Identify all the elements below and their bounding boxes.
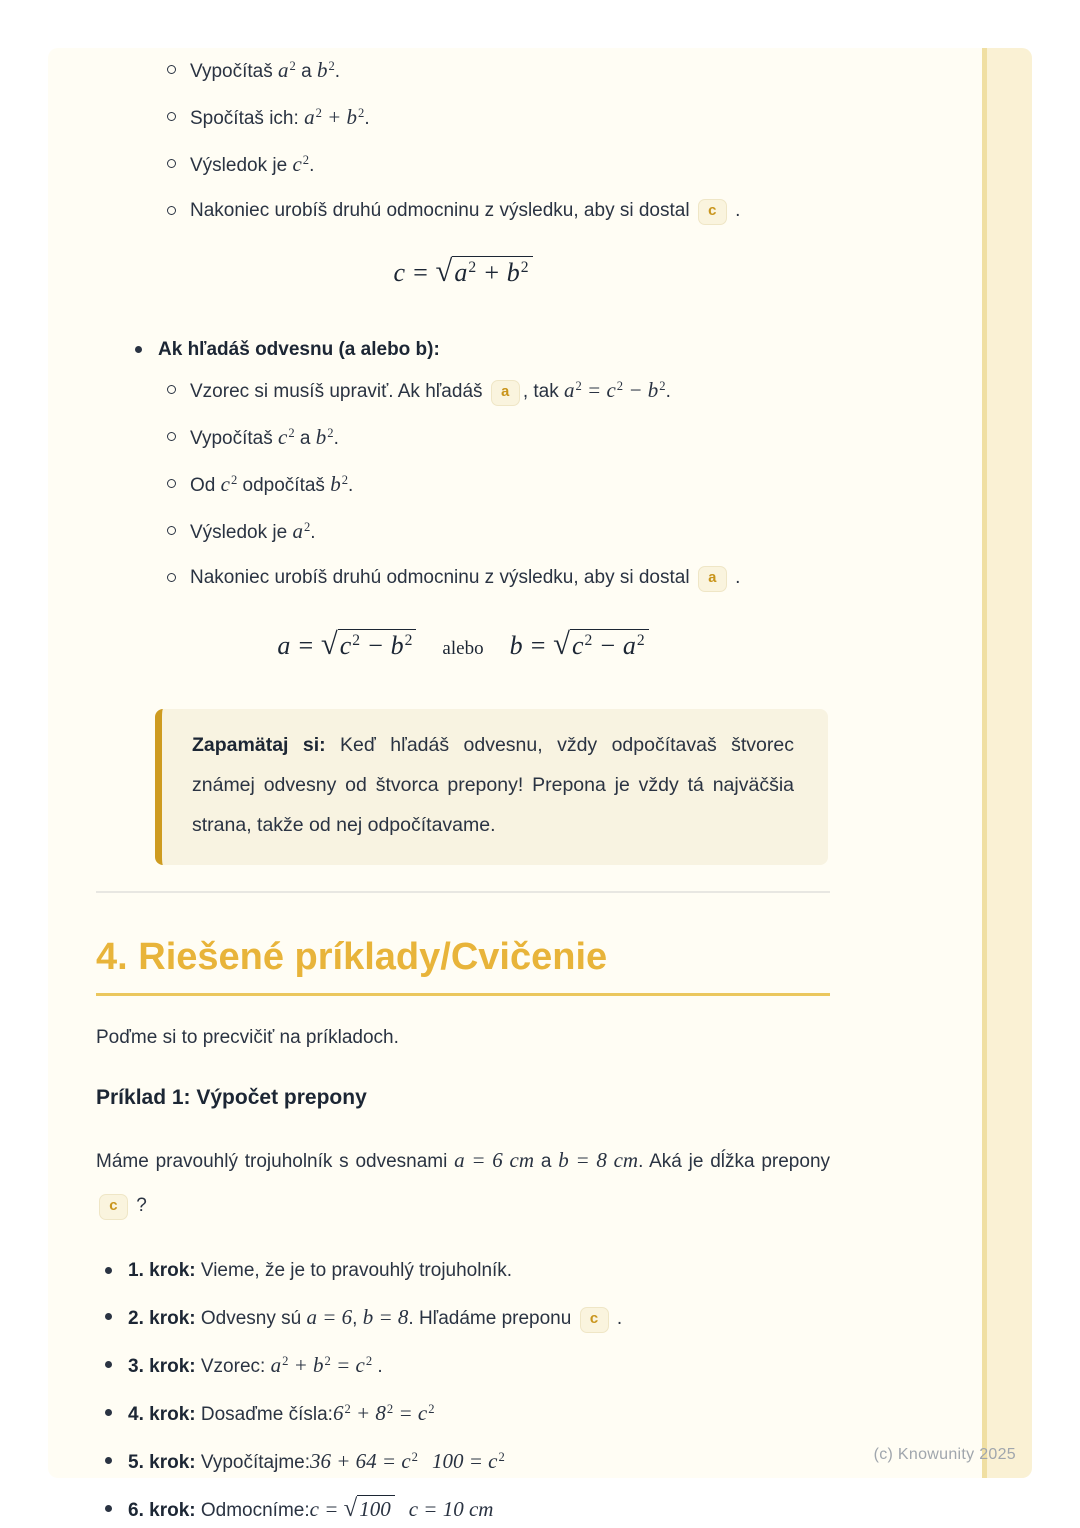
- page-edge-stripe: [982, 48, 1032, 1478]
- callout-note: [155, 709, 828, 865]
- inline-math: $a^2 = c^2 - b^2$: [564, 378, 666, 402]
- bold-text: 6. krok:: [128, 1499, 196, 1521]
- inline-math: $a^2$: [292, 519, 311, 543]
- text: Vzorec si musíš upraviť. Ak hľadáš: [190, 381, 488, 402]
- text: Vzorec:: [195, 1355, 271, 1377]
- problem-statement: [96, 1136, 830, 1228]
- text: Spočítaš ich:: [190, 108, 305, 129]
- inline-math: b = 8: [362, 1304, 409, 1329]
- legs-steps-list: [167, 376, 830, 592]
- radical-sign: √: [553, 627, 570, 661]
- list-item: [167, 197, 830, 225]
- text: , tak: [522, 381, 564, 402]
- text: .: [729, 567, 741, 588]
- document-content: [96, 48, 830, 1526]
- inline-math: a = 6: [306, 1304, 353, 1329]
- text: Nakoniec urobíš druhú odmocninu z výsledku, aby si dostal: [190, 567, 695, 588]
- hypotenuse-steps-list: [167, 56, 830, 225]
- sqrt-expression: [320, 627, 417, 661]
- inline-code-chip: a: [698, 566, 727, 592]
- list-item: [135, 336, 830, 592]
- inline-code-chip: c: [698, 199, 727, 225]
- step-item: [105, 1446, 830, 1478]
- bold-text: 5. krok:: [128, 1451, 196, 1473]
- text: .: [310, 522, 316, 543]
- list-item: [167, 517, 830, 547]
- section-divider: [96, 891, 830, 893]
- sqrt-expression: [435, 254, 533, 288]
- text: Máme pravouhlý trojuholník s odvesnami: [96, 1150, 455, 1172]
- list-item: [167, 423, 830, 453]
- inline-math: c =: [309, 1496, 344, 1521]
- inline-math: $c^2$: [278, 425, 295, 449]
- text: ?: [131, 1195, 147, 1217]
- text: .: [309, 155, 315, 176]
- copyright-notice: (c) Knowunity 2025: [873, 1446, 1016, 1463]
- inline-math: $c^2$: [292, 152, 310, 176]
- inline-math: $100 = c^2$: [431, 1448, 505, 1473]
- inline-math: $c^2$: [220, 472, 238, 496]
- callout-text: [192, 734, 794, 836]
- text: Vypočítaš: [190, 428, 279, 449]
- text: Vypočítajme:: [195, 1451, 310, 1473]
- inline-math: $a^2$: [278, 58, 296, 82]
- bold-text: Ak hľadáš odvesnu (a alebo b):: [158, 339, 440, 360]
- radicand: $a^2 + b^2$: [452, 256, 532, 287]
- inline-math: b = 8 cm: [558, 1147, 639, 1172]
- step-item: [105, 1302, 830, 1334]
- inline-math: $a^2 + b^2$: [304, 105, 365, 129]
- text: a: [294, 428, 316, 449]
- text: .: [348, 475, 354, 496]
- step-item: [105, 1256, 830, 1286]
- text: odpočítaš: [237, 475, 331, 496]
- text: . Hľadáme preponu: [408, 1307, 577, 1329]
- legs-section-list: [135, 336, 830, 592]
- text: a: [295, 61, 317, 82]
- radical-sign: √: [435, 254, 453, 288]
- radicand: $c^2 - a^2$: [570, 629, 649, 660]
- step-item: [105, 1398, 830, 1430]
- inline-code-chip: a: [491, 380, 520, 406]
- list-item: [167, 376, 830, 406]
- inline-code-chip: c: [99, 1194, 128, 1220]
- text: Nakoniec urobíš druhú odmocninu z výsledku, aby si dostal: [190, 200, 695, 221]
- document-page: [48, 48, 1032, 1522]
- text: Dosaďme čísla:: [195, 1403, 333, 1425]
- text: Vypočítaš: [190, 61, 279, 82]
- step-item: [105, 1350, 830, 1382]
- inline-math: a =: [277, 631, 321, 660]
- text: Od: [190, 475, 221, 496]
- text: . Aká je dĺžka prepony: [638, 1150, 831, 1172]
- bold-text: 1. krok:: [128, 1259, 196, 1281]
- text: a: [534, 1150, 559, 1172]
- inline-code-chip: c: [580, 1307, 609, 1333]
- text: .: [334, 61, 341, 82]
- formula-hypotenuse: [96, 254, 830, 290]
- list-item-title: [158, 339, 440, 360]
- text: .: [665, 381, 671, 402]
- bold-text: 4. krok:: [128, 1403, 196, 1425]
- sqrt-expression: [553, 627, 649, 661]
- bold-text: 2. krok:: [128, 1307, 196, 1329]
- list-item: [167, 470, 830, 500]
- text: Vieme, že je to pravouhlý trojuholník.: [195, 1259, 513, 1281]
- inline-math: $a^2 + b^2 = c^2$: [270, 1352, 373, 1377]
- text: Odmocníme:: [195, 1499, 310, 1521]
- text: ,: [352, 1307, 363, 1329]
- formula-connector-text: alebo: [442, 638, 484, 659]
- radical-sign: √: [320, 627, 338, 661]
- bold-text: Zapamätaj si:: [192, 734, 326, 756]
- text: .: [372, 1355, 383, 1377]
- intro-text: Poďme si to precvičiť na príkladoch.: [96, 1026, 399, 1048]
- list-item: [167, 56, 830, 86]
- sqrt-expression: [343, 1494, 395, 1522]
- list-item: [167, 150, 830, 180]
- text: .: [729, 200, 741, 221]
- text: .: [333, 428, 339, 449]
- text: Keď hľadáš odvesnu, vždy odpočítavaš štvorec známej odvesny od štvorca prepony! Prepona je vždy tá najväčšia strana, takže od nej odpočítavame.: [192, 734, 794, 836]
- text: Výsledok je: [190, 522, 293, 543]
- inline-math: c = 10 cm: [408, 1496, 494, 1521]
- text: Výsledok je: [190, 155, 293, 176]
- inline-math: a = 6 cm: [454, 1147, 535, 1172]
- text: .: [611, 1307, 623, 1329]
- solution-steps-list: [105, 1256, 830, 1526]
- list-item: [167, 564, 830, 592]
- formula-legs: [96, 627, 830, 663]
- inline-math: $b^2$: [330, 472, 348, 496]
- list-item: [167, 103, 830, 133]
- section-heading: 4. Riešené príklady/Cvičenie: [96, 935, 830, 996]
- text: .: [364, 108, 370, 129]
- bold-text: 3. krok:: [128, 1355, 196, 1377]
- inline-math: $b^2$: [315, 425, 334, 449]
- inline-math: $36 + 64 = c^2$: [310, 1448, 418, 1473]
- radical-sign: √: [343, 1494, 358, 1522]
- inline-math: c =: [393, 258, 436, 287]
- radicand: 100: [357, 1495, 395, 1521]
- example-heading: Príklad 1: Výpočet prepony: [96, 1085, 367, 1109]
- step-item: [105, 1494, 830, 1526]
- radicand: $c^2 - b^2$: [338, 629, 417, 660]
- text: Odvesny sú: [195, 1307, 307, 1329]
- inline-math: $b^2$: [316, 58, 335, 82]
- inline-math: b =: [509, 631, 554, 660]
- inline-math: $6^2 + 8^2 = c^2$: [332, 1400, 435, 1425]
